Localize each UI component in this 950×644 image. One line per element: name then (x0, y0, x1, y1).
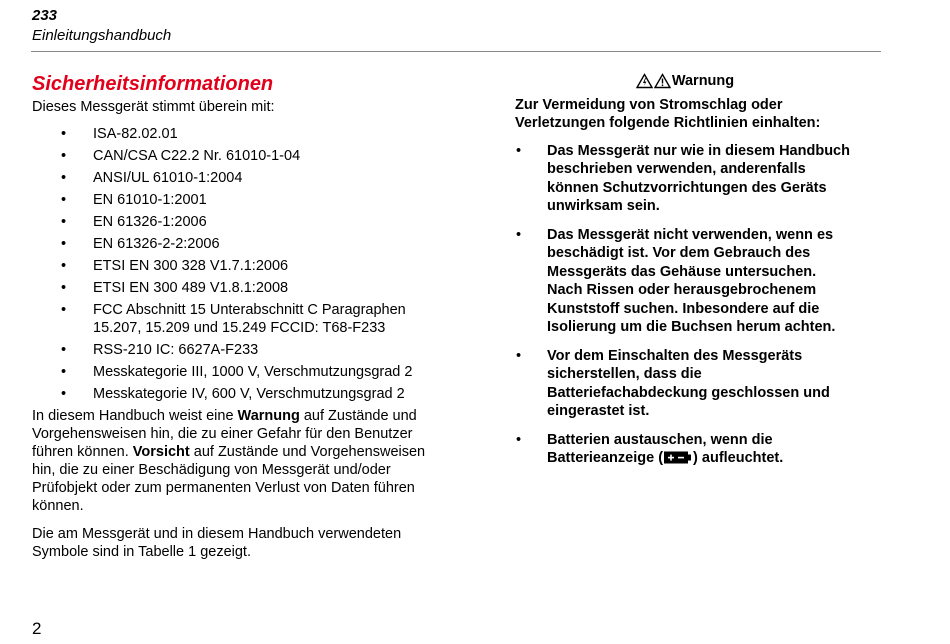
standard-text: ETSI EN 300 489 V1.8.1:2008 (93, 280, 289, 296)
warning-text: Das Messgerät nicht verwenden, wenn es beschädigt ist. Vor dem Gebrauch des Messgeräts das Gehäuse untersuchen. Nach Rissen oder herausgebrochenem Kunststoff suchen. Inbesondere auf die Isolierung um die Buchsen herum achten. (547, 226, 836, 335)
standard-text: Messkategorie IV, 600 V, Verschmutzungsgrad 2 (93, 386, 405, 402)
paragraph-bold-warnung: Warnung (237, 408, 300, 424)
bullet: • (61, 214, 67, 230)
warning-heading (515, 72, 855, 91)
standard-text: ANSI/UL 61010-1:2004 (93, 170, 243, 186)
battery-icon (663, 450, 693, 471)
caution-icon (654, 73, 671, 89)
paragraph-text: auf Zustände und Vorgehensweisen hin, die zu einer Beschädigung von Messgerät und/oder Prüfobjekt oder zum permanenten Verlust von Daten führen können. (32, 444, 426, 514)
list-item (32, 341, 432, 359)
paragraph-text: In diesem Handbuch weist eine (32, 408, 238, 424)
bullet: • (516, 226, 522, 243)
warning-title: Warnung (671, 73, 735, 89)
list-item (515, 347, 855, 421)
standard-text: FCC Abschnitt 15 Unterabschnitt C Paragraphen 15.207, 15.209 und 15.249 FCCID: T68-F233 (93, 302, 406, 336)
warning-text: ) aufleuchtet. (693, 450, 784, 466)
bullet: • (61, 236, 67, 252)
header-title: Einleitungshandbuch (32, 27, 172, 44)
warning-text: Vor dem Einschalten des Messgeräts sicherstellen, dass die Batteriefachabdeckung geschlossen und eingerastet ist. (547, 347, 830, 419)
paragraph-text: auf Zustände und Vorgehensweisen hin, die zu einer Gefahr für den Benutzer führen können. (32, 408, 417, 460)
bullet: • (516, 142, 522, 159)
bullet: • (61, 126, 67, 142)
list-item (32, 235, 432, 253)
compliance-intro: Dieses Messgerät stimmt überein mit: (32, 99, 275, 115)
warning-intro: Zur Vermeidung von Stromschlag oder Verletzungen folgende Richtlinien einhalten: (515, 96, 821, 131)
warning-text: Batterien austauschen, wenn die Batterieanzeige ( (547, 431, 773, 466)
bullet: • (61, 342, 67, 358)
standard-text: CAN/CSA C22.2 Nr. 61010-1-04 (93, 148, 301, 164)
standard-text: EN 61326-1:2006 (93, 214, 207, 230)
list-item (32, 279, 432, 297)
list-item (515, 142, 855, 216)
list-item (32, 191, 432, 209)
bullet: • (61, 170, 67, 186)
warning-text: Das Messgerät nur wie in diesem Handbuch beschrieben verwenden, anderenfalls können Schutzvorrichtungen des Geräts unwirksam sein. (547, 142, 850, 214)
list-item (32, 169, 432, 187)
warning-caution-paragraph (32, 407, 432, 515)
list-item (32, 301, 432, 337)
section-title: Sicherheitsinformationen (32, 73, 274, 95)
bullet: • (61, 192, 67, 208)
bullet: • (516, 347, 522, 364)
right-column (515, 72, 855, 481)
bullet: • (61, 148, 67, 164)
voltage-warning-icon (636, 73, 653, 89)
bullet: • (516, 431, 522, 448)
list-item (32, 125, 432, 143)
bullet: • (61, 280, 67, 296)
standard-text: Messkategorie III, 1000 V, Verschmutzungsgrad 2 (93, 364, 413, 380)
standard-text: RSS-210 IC: 6627A-F233 (93, 342, 259, 358)
footer-page-number: 2 (32, 619, 42, 638)
standard-text: EN 61010-1:2001 (93, 192, 207, 208)
paragraph-bold-vorsicht: Vorsicht (132, 444, 190, 460)
standards-list (32, 125, 432, 403)
list-item (32, 385, 432, 403)
bullet: • (61, 386, 67, 402)
header-divider (31, 51, 881, 52)
standard-text: EN 61326-2-2:2006 (93, 236, 220, 252)
bullet: • (61, 302, 67, 318)
list-item (32, 213, 432, 231)
list-item (32, 257, 432, 275)
standard-text: ETSI EN 300 328 V1.7.1:2006 (93, 258, 289, 274)
header-page-number: 233 (32, 7, 58, 24)
list-item (515, 431, 855, 471)
left-column (32, 72, 432, 571)
list-item (32, 147, 432, 165)
standard-text: ISA-82.02.01 (93, 126, 178, 142)
warning-list (515, 142, 855, 471)
list-item (515, 226, 855, 337)
list-item (32, 363, 432, 381)
bullet: • (61, 364, 67, 380)
bullet: • (61, 258, 67, 274)
symbols-paragraph: Die am Messgerät und in diesem Handbuch verwendeten Symbole sind in Tabelle 1 gezeigt. (32, 526, 402, 560)
